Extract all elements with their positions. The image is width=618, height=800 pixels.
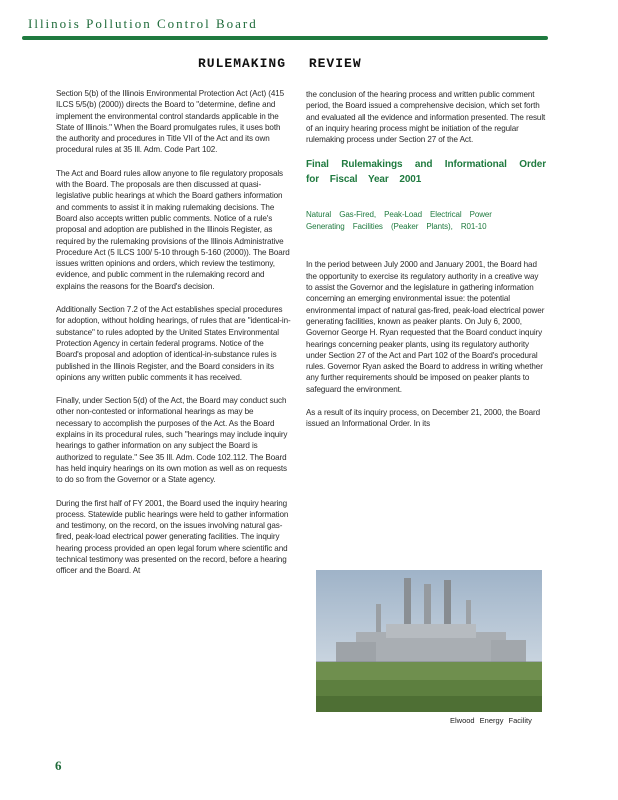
page-number: 6 — [55, 758, 62, 773]
facility-photo — [316, 570, 542, 712]
paragraph: During the first half of FY 2001, the Board used the inquiry hearing process. Statewide public hearings were held to gather information and testimony, on the record, on the issues involving natural gas-fired, peak-load electrical power generating facilities. The inquiry hearing process provided an open legal forum where scientific and technical testimony was presented on the record, before a hearing officer and the Board. At — [56, 498, 289, 576]
facility-illustration — [316, 570, 542, 712]
paragraph: As a result of its inquiry process, on December 21, 2000, the Board issued an Informational Order. In its — [306, 408, 540, 429]
photo-caption: Elwood Energy Facility — [450, 716, 532, 725]
paragraph: In the period between July 2000 and January 2001, the Board had the opportunity to exercise its regulatory authority in a creative way to assist the Governor and the legislature in gathering information concerning an emerging environmental issue: the potential environmental impact of natural gas-fired, peak-load electrical power generating facilities, known as peaker plants. On July 6, 2000, Governor George H. Ryan requested that the Board conduct inquiry hearings concerning peaker plants, using its regulatory authority under Section 27 of the Act and Part 102 of the Board's procedural rules. Governor Ryan asked the Board to address in writing whether any further requirements should be imposed on peaker plants to safeguard the environment. — [306, 260, 545, 394]
paragraph: Finally, under Section 5(d) of the Act, the Board may conduct such other non-contested or informational hearings as may be necessary to accomplish the purposes of the Act. As the Board explains in its procedural rules, such "hearings may include inquiry hearings to gather information on any subject the Board is authorized to regulate." See 35 Ill. Adm. Code 102.112. The Board has held inquiry hearings on its own motion as well as on requests to do so from the Governor or a State agency. — [56, 396, 288, 485]
paragraph: The Act and Board rules allow anyone to file regulatory proposals with the Board. The proposals are then discussed at quasi-legislative public hearings at which the Board gathers information and comments to assist it in making rulemaking decisions. The Board also accepts written public comments. Notice of a rule's proposal and adoption are published in the Illinois Register, as required by the rulemaking provisions of the Illinois Administrative Procedure Act (5 ILCS 100/ 5-10 through 5-160 (2000)). The Board issues written opinions and orders, which review the testimony, evidence, and public comment in the rulemaking record and explains the reasons for the Board's decision. — [56, 168, 290, 291]
page-title: RULEMAKING REVIEW — [198, 56, 362, 71]
paragraph: Additionally Section 7.2 of the Act establishes special procedures for adoption, without holding hearings, of rules that are "identical-in-substance" to rules adopted by the United States Environmental Protection Agency in certain federal programs. Notice of the Board's proposal and adoption of identical-in-substance rules is published in the Illinois Register, and the Board considers in its opinions any written public comments it has received. — [56, 305, 291, 382]
header-title: Illinois Pollution Control Board — [28, 16, 258, 31]
right-column — [306, 89, 546, 442]
left-column — [56, 88, 291, 589]
section-heading: Final Rulemakings and Informational Order for Fiscal Year 2001 — [306, 159, 546, 186]
header-divider — [22, 36, 548, 40]
paragraph: the conclusion of the hearing process and written public comment period, the Board issued a comprehensive decision, which set forth and evaluated all the evidence and information presented. The result of an inquiry hearing process might be initiation of the regular rulemaking process under Section 27 of the Act. — [306, 90, 546, 145]
paragraph: Section 5(b) of the Illinois Environmental Protection Act (Act) (415 ILCS 5/5(b) (2000)) directs the Board to "determine, define and implement the environmental control standards applicable in the State of Illinois." When the Board promulgates rules, it uses both the authority and procedures in Title VII of the Act and its own procedural rules at 35 Ill. Adm. Code Part 102. — [56, 89, 285, 155]
subsection-heading: Natural Gas-Fired, Peak-Load Electrical Power Generating Facilities (Peaker Plants), R01-10 — [306, 210, 492, 232]
